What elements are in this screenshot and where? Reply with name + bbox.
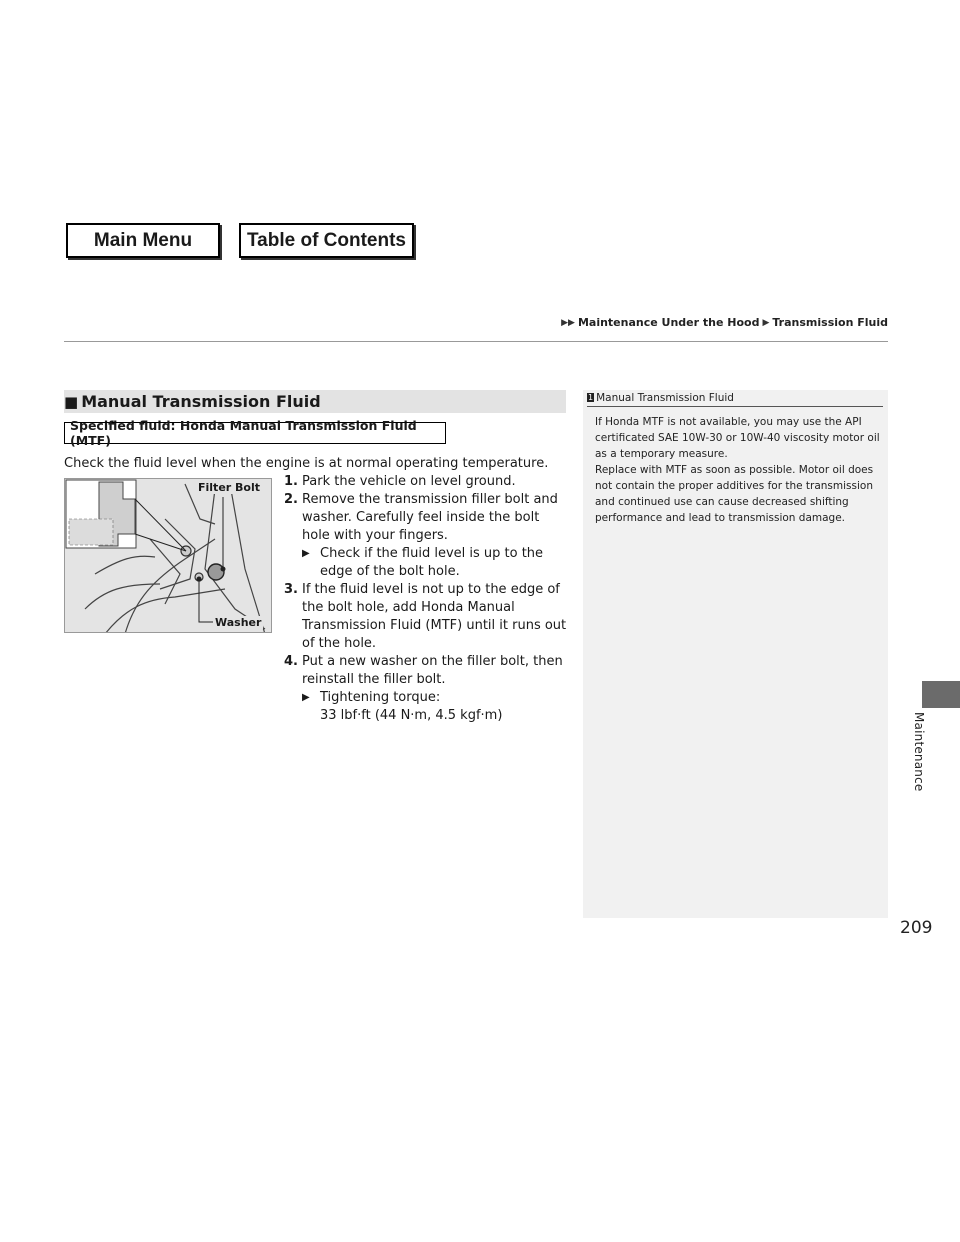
breadcrumb-arrow-icon: ▶ xyxy=(762,317,770,328)
specified-fluid-box xyxy=(64,418,446,448)
section-bullet-icon: ■ xyxy=(64,392,79,411)
step-number: 1. xyxy=(284,474,298,489)
step-text: Remove the transmission filler bolt and washer. Carefully feel inside the bolt hole with your fingers. xyxy=(302,492,558,543)
step-text: If the fluid level is not up to the edge of the bolt hole, add Honda Manual Transmission Fluid (MTF) until it runs out of the hole. xyxy=(302,582,567,651)
breadcrumb-level1[interactable]: Maintenance Under the Hood xyxy=(577,316,760,329)
breadcrumb xyxy=(561,316,888,329)
section-header xyxy=(64,390,566,413)
main-menu-button[interactable]: Main Menu xyxy=(66,223,220,258)
page-number: 209 xyxy=(900,918,933,938)
step-result xyxy=(302,689,569,707)
figure-label-filter-bolt: Filter Bolt xyxy=(198,481,260,494)
transmission-illustration xyxy=(65,479,272,633)
figure-label-washer: Washer xyxy=(215,616,262,629)
steps-list xyxy=(284,473,569,725)
step-number: 4. xyxy=(284,654,298,669)
section-title: Manual Transmission Fluid xyxy=(81,392,321,411)
step-text: Put a new washer on the filler bolt, then reinstall the filler bolt. xyxy=(302,654,563,687)
result-arrow-icon: ▶ xyxy=(302,548,310,559)
list-item xyxy=(284,491,569,545)
specified-fluid-text: Specified fluid: Honda Manual Transmission Fluid (MTF) xyxy=(70,418,417,448)
note-paragraph: Replace with MTF as soon as possible. Motor oil does not contain the proper additives for the transmission and continued use can cause decreased shifting performance and lead to transmission damage. xyxy=(595,464,874,524)
torque-value: 33 lbf·ft (44 N·m, 4.5 kgf·m) xyxy=(320,708,503,723)
intro-text: Check the fluid level when the engine is at normal operating temperature. xyxy=(64,456,549,471)
transmission-figure xyxy=(64,478,272,633)
list-item xyxy=(284,581,569,653)
table-of-contents-button[interactable]: Table of Contents xyxy=(239,223,414,258)
result-arrow-icon: ▶ xyxy=(302,692,310,703)
note-ref-icon: 1 xyxy=(588,393,594,402)
step-result xyxy=(302,545,569,581)
breadcrumb-arrow-icon: ▶▶ xyxy=(561,317,575,328)
step-sub-text: Tightening torque: xyxy=(320,690,441,705)
side-tab-label: Maintenance xyxy=(912,712,926,792)
side-note xyxy=(583,390,888,918)
note-title-text: Manual Transmission Fluid xyxy=(596,392,734,404)
note-title xyxy=(587,392,883,407)
step-number: 3. xyxy=(284,582,298,597)
header-divider xyxy=(64,341,888,342)
list-item xyxy=(284,473,569,491)
step-number: 2. xyxy=(284,492,298,507)
step-text: Park the vehicle on level ground. xyxy=(302,474,516,489)
note-body xyxy=(595,414,883,526)
note-paragraph: If Honda MTF is not available, you may use the API certificated SAE 10W-30 or 10W-40 viscosity motor oil as a temporary measure. xyxy=(595,416,880,460)
list-item xyxy=(284,653,569,689)
section-side-tab xyxy=(922,681,960,708)
breadcrumb-level2[interactable]: Transmission Fluid xyxy=(772,316,888,329)
step-sub-text: Check if the fluid level is up to the edge of the bolt hole. xyxy=(320,546,544,579)
